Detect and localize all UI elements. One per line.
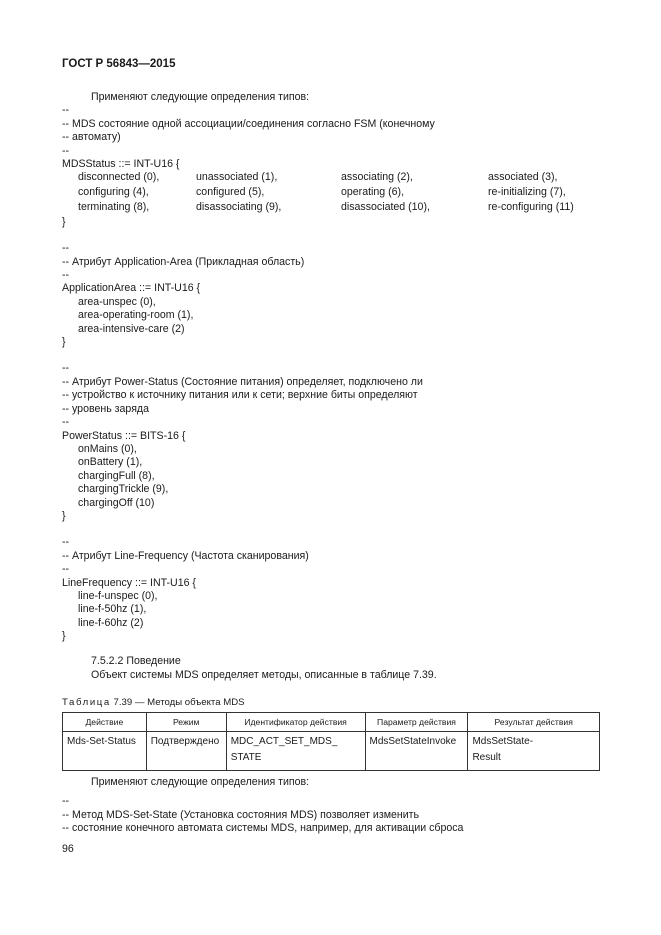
enum-row (62, 171, 558, 186)
enum-value: chargingTrickle (9), (78, 483, 169, 496)
comment-line: -- (62, 795, 70, 808)
action-cell: Mds-Set-Status (63, 732, 147, 771)
closing-brace: } (62, 630, 66, 643)
enum-row (62, 201, 574, 216)
enum-value: re-configuring (11) (488, 201, 574, 214)
comment-line: -- (62, 144, 70, 157)
enum-value: chargingOff (10) (78, 496, 155, 509)
comment-line: -- (62, 242, 70, 255)
param-cell: MdsSetStateInvoke (365, 732, 468, 771)
table-caption-label: Таблица (62, 697, 111, 708)
enum-value: line-f-unspec (0), (78, 589, 158, 602)
mode-cell: Подтверждено (146, 732, 226, 771)
type-definition: MDSStatus ::= INT-U16 { (62, 158, 180, 171)
enum-value: area-intensive-care (2) (78, 322, 185, 335)
comment-line: -- (62, 416, 70, 429)
action-id-cell (226, 732, 365, 771)
comment-line: -- Атрибут Line-Frequency (Частота сканирования) (62, 549, 309, 562)
enum-value: disassociating (9), (196, 201, 282, 214)
type-definition: LineFrequency ::= INT-U16 { (62, 576, 196, 589)
closing-brace: } (62, 336, 66, 349)
enum-value: disassociated (10), (341, 201, 430, 214)
enum-value: associated (3), (488, 171, 558, 184)
enum-value: disconnected (0), (78, 171, 160, 184)
enum-value: line-f-50hz (1), (78, 603, 147, 616)
comment-line: -- (62, 362, 70, 375)
comment-line: -- Метод MDS-Set-State (Установка состояния MDS) позволяет изменить (62, 808, 420, 821)
section-behavior (91, 654, 437, 682)
intro-text: Применяют следующие определения типов: (91, 776, 310, 788)
enum-row (62, 186, 566, 201)
result-cell (468, 732, 600, 771)
comment-line: -- (62, 536, 70, 549)
enum-value: unassociated (1), (196, 171, 278, 184)
section-heading: 7.5.2.2 Поведение (91, 655, 181, 667)
comment-line: -- MDS состояние одной ассоциации/соединения согласно FSM (конечному (62, 117, 435, 130)
type-definitions (62, 91, 574, 644)
enum-value: re-initializing (7), (488, 186, 566, 199)
comment-line: -- (62, 563, 70, 576)
enum-value: configured (5), (196, 186, 265, 199)
comment-line: -- Атрибут Power-Status (Состояние питания) определяет, подключено ли (62, 375, 423, 388)
comment-line: -- (62, 104, 70, 117)
page-number: 96 (62, 843, 74, 855)
comment-line: -- устройство к источнику питания или к сети; верхние биты определяют (62, 389, 418, 402)
closing-brace: } (62, 509, 66, 522)
column-header: Режим (146, 713, 226, 732)
column-header: Действие (63, 713, 147, 732)
table-header-row (63, 713, 600, 732)
action-id-line: STATE (230, 752, 262, 763)
enum-value: area-unspec (0), (78, 295, 156, 308)
column-header: Параметр действия (365, 713, 468, 732)
column-header: Идентификатор действия (226, 713, 365, 732)
type-definition: ApplicationArea ::= INT-U16 { (62, 282, 201, 295)
enum-value: operating (6), (341, 186, 405, 199)
type-definition: PowerStatus ::= BITS-16 { (62, 429, 186, 442)
enum-value: line-f-60hz (2) (78, 616, 144, 629)
result-line: Result (472, 752, 501, 763)
closing-brace: } (62, 215, 66, 228)
enum-value: onMains (0), (78, 442, 137, 455)
enum-value: terminating (8), (78, 201, 150, 214)
table-caption (62, 697, 245, 708)
result-line: MdsSetState- (472, 736, 534, 747)
table-row (63, 732, 600, 771)
enum-value: configuring (4), (78, 186, 149, 199)
column-header: Результат действия (468, 713, 600, 732)
comment-line: -- (62, 269, 70, 282)
enum-value: associating (2), (341, 171, 413, 184)
document-code: ГОСТ Р 56843—2015 (62, 58, 176, 70)
table-caption-text: 7.39 — Методы объекта MDS (110, 697, 245, 708)
section-text: Объект системы MDS определяет методы, описанные в таблице 7.39. (91, 669, 437, 681)
methods-table (62, 712, 600, 771)
enum-value: onBattery (1), (78, 456, 143, 469)
method-definitions (62, 776, 463, 836)
comment-line: -- Атрибут Application-Area (Прикладная область) (62, 255, 305, 268)
enum-value: area-operating-room (1), (78, 309, 194, 322)
comment-line: -- состояние конечного автомата системы MDS, например, для активации сброса (62, 822, 464, 835)
action-id-line: MDC_ACT_SET_MDS_ (230, 736, 338, 747)
comment-line: -- автомату) (62, 131, 121, 144)
enum-value: chargingFull (8), (78, 469, 155, 482)
intro-text: Применяют следующие определения типов: (91, 91, 310, 103)
comment-line: -- уровень заряда (62, 402, 150, 415)
